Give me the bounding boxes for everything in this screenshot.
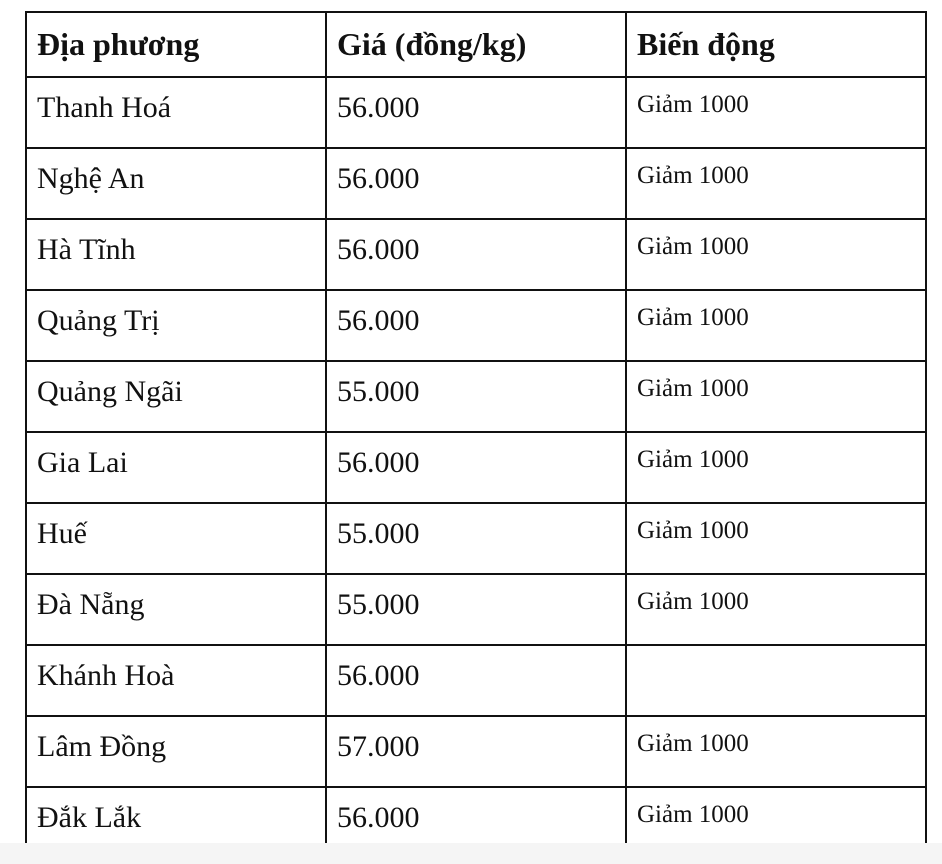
cell-price: 57.000 — [326, 716, 626, 787]
table-row — [26, 645, 926, 716]
cell-location: Hà Tĩnh — [26, 219, 326, 290]
price-table — [25, 11, 927, 859]
cell-location: Quảng Ngãi — [26, 361, 326, 432]
cell-location: Gia Lai — [26, 432, 326, 503]
cell-location: Lâm Đồng — [26, 716, 326, 787]
cell-price: 56.000 — [326, 77, 626, 148]
table-row — [26, 290, 926, 361]
cell-price: 56.000 — [326, 432, 626, 503]
header-change: Biến động — [626, 12, 926, 77]
cell-change — [626, 645, 926, 716]
cell-change: Giảm 1000 — [626, 361, 926, 432]
cell-change: Giảm 1000 — [626, 219, 926, 290]
cell-price: 56.000 — [326, 219, 626, 290]
cell-location: Huế — [26, 503, 326, 574]
cell-location: Quảng Trị — [26, 290, 326, 361]
cell-location: Khánh Hoà — [26, 645, 326, 716]
cell-location: Nghệ An — [26, 148, 326, 219]
cell-location: Đà Nẵng — [26, 574, 326, 645]
cell-price: 56.000 — [326, 645, 626, 716]
cell-price: 55.000 — [326, 574, 626, 645]
cell-price: 56.000 — [326, 148, 626, 219]
cell-change: Giảm 1000 — [626, 503, 926, 574]
cell-location: Đắk Lắk — [26, 787, 326, 858]
cell-location: Thanh Hoá — [26, 77, 326, 148]
table-row — [26, 574, 926, 645]
table-row — [26, 432, 926, 503]
cell-change: Giảm 1000 — [626, 716, 926, 787]
header-location: Địa phương — [26, 12, 326, 77]
table-header-row — [26, 12, 926, 77]
page-bottom-strip — [0, 843, 942, 864]
cell-change: Giảm 1000 — [626, 574, 926, 645]
table-row — [26, 77, 926, 148]
cell-price: 55.000 — [326, 361, 626, 432]
table-row — [26, 219, 926, 290]
header-price: Giá (đồng/kg) — [326, 12, 626, 77]
table-row — [26, 503, 926, 574]
table-row — [26, 148, 926, 219]
cell-price: 56.000 — [326, 787, 626, 858]
cell-change: Giảm 1000 — [626, 148, 926, 219]
cell-change: Giảm 1000 — [626, 432, 926, 503]
table-row — [26, 716, 926, 787]
cell-price: 55.000 — [326, 503, 626, 574]
cell-change: Giảm 1000 — [626, 787, 926, 858]
cell-price: 56.000 — [326, 290, 626, 361]
table-row — [26, 361, 926, 432]
cell-change: Giảm 1000 — [626, 77, 926, 148]
cell-change: Giảm 1000 — [626, 290, 926, 361]
